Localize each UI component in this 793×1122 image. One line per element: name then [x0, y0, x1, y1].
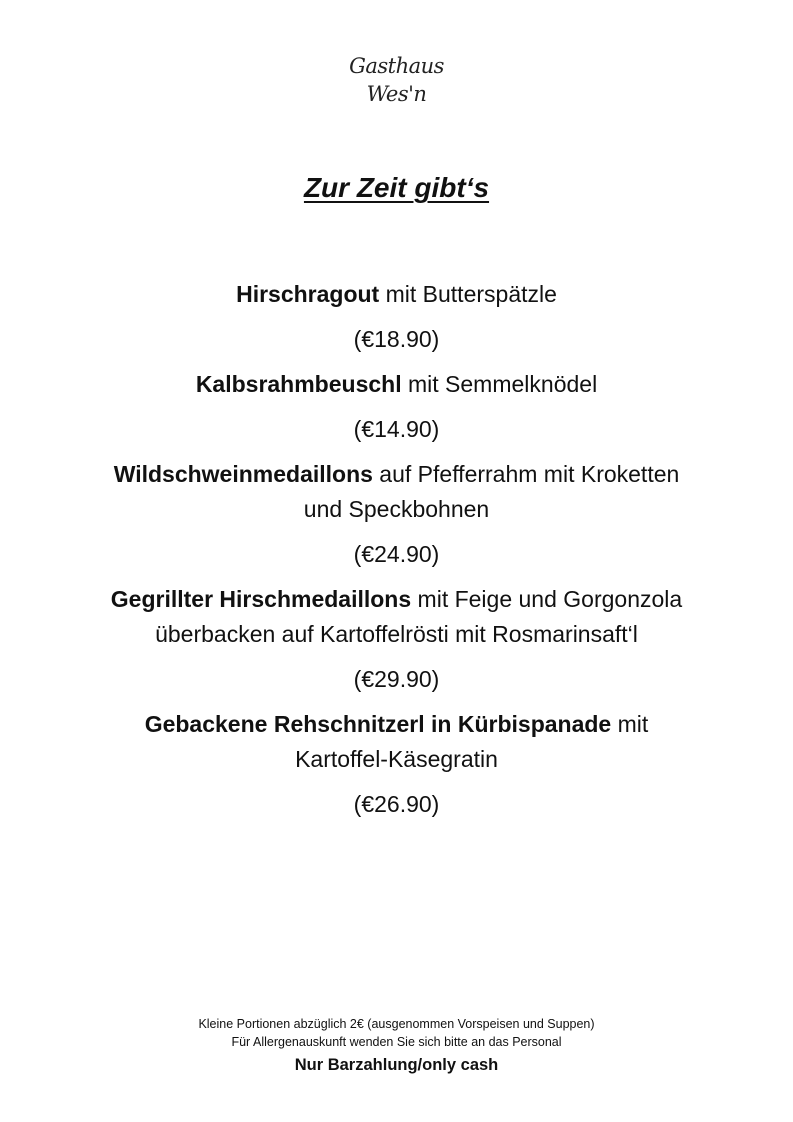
menu-list — [96, 277, 697, 832]
dish-name: Gegrillter Hirschmedaillons — [110, 586, 412, 612]
logo-line-1: Gasthaus — [349, 54, 444, 78]
dish-description: mit Semmelknödel — [401, 371, 598, 397]
portions-note: Kleine Portionen abzüglich 2€ (ausgenommen Vorspeisen und Suppen) — [198, 1017, 595, 1031]
menu-item — [96, 277, 697, 312]
menu-item — [96, 707, 697, 777]
menu-item — [96, 367, 697, 402]
dish-price: (€18.90) — [353, 326, 440, 352]
dish-description: mit Feige und Gorgonzola überbacken auf Kartoffelrösti mit Rosmarinsaft‘l — [155, 586, 683, 647]
footer — [0, 1015, 793, 1076]
dish-name: Hirschragout — [236, 281, 380, 307]
restaurant-logo — [0, 52, 793, 108]
allergen-note: Für Allergenauskunft wenden Sie sich bitte an das Personal — [231, 1035, 562, 1049]
dish-description: mit Kartoffel-Käsegratin — [295, 711, 649, 772]
dish-description: mit Butterspätzle — [379, 281, 557, 307]
dish-description: auf Pfefferrahm mit Kroketten und Speckbohnen — [303, 461, 680, 522]
dish-price: (€24.90) — [353, 541, 440, 567]
dish-name: Gebackene Rehschnitzerl in Kürbispanade — [144, 711, 612, 737]
dish-name: Kalbsrahmbeuschl — [195, 371, 402, 397]
menu-item — [96, 457, 697, 527]
logo-line-2: Wes'n — [366, 82, 427, 106]
page-title: Zur Zeit gibt‘s — [303, 172, 490, 203]
dish-price: (€26.90) — [353, 791, 440, 817]
dish-price: (€14.90) — [353, 416, 440, 442]
menu-item — [96, 582, 697, 652]
payment-note: Nur Barzahlung/only cash — [294, 1056, 499, 1074]
dish-name: Wildschweinmedaillons — [113, 461, 373, 487]
dish-price: (€29.90) — [353, 666, 440, 692]
